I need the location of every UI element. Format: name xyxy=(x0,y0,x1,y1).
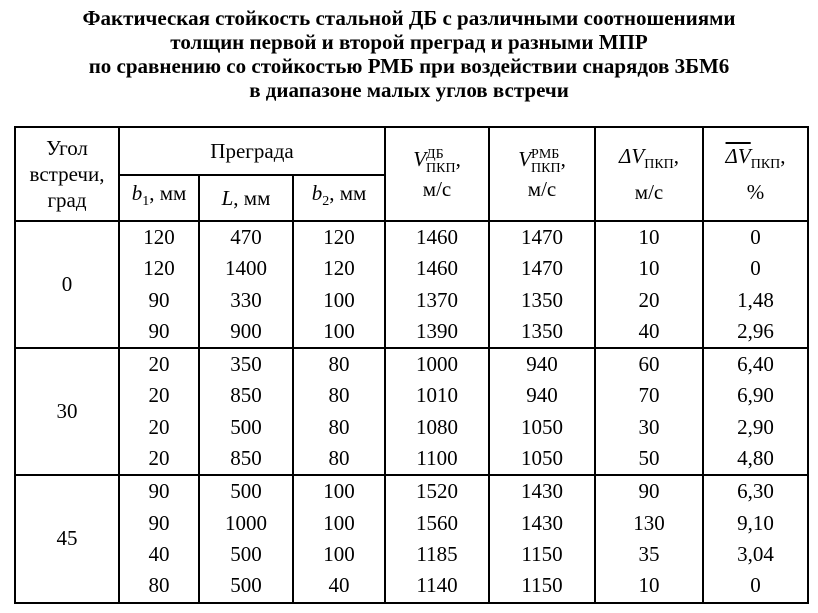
title-line-4: в диапазоне малых углов встречи xyxy=(249,78,569,102)
cell-delta-v: 70 xyxy=(638,383,660,408)
cell-delta-v-percent: 1,48 xyxy=(737,287,774,312)
cell-v-db: 1560 xyxy=(416,510,459,535)
cell-delta-v-percent: 2,90 xyxy=(737,414,774,439)
column-v-db xyxy=(385,221,489,348)
cell-delta-v-percent: 2,96 xyxy=(737,318,774,343)
header-angle xyxy=(15,127,119,221)
column-v-rmb xyxy=(489,475,595,602)
header-v-db xyxy=(385,127,489,221)
header-b1-unit: , мм xyxy=(149,181,187,206)
group-angle: 30 xyxy=(15,348,119,475)
cell-v-db: 1370 xyxy=(416,287,459,312)
table-group-0 xyxy=(15,221,808,348)
header-b1-symbol: b xyxy=(131,181,143,206)
cell-delta-v: 60 xyxy=(638,352,660,377)
cell-delta-v-percent: 0 xyxy=(750,256,761,281)
header-b1 xyxy=(119,175,199,221)
column-b1 xyxy=(119,348,199,475)
cell-v-rmb: 1350 xyxy=(521,287,564,312)
cell-L: 1400 xyxy=(225,256,267,281)
cell-v-rmb: 1050 xyxy=(521,414,564,439)
cell-L: 900 xyxy=(230,318,262,343)
cell-b2: 80 xyxy=(328,414,350,439)
header-delta-v-percent-comma: , xyxy=(780,144,786,169)
column-L xyxy=(199,475,293,602)
cell-L: 500 xyxy=(230,479,262,504)
cell-v-rmb: 1150 xyxy=(521,541,563,566)
header-v-rmb-sub: ПКП xyxy=(531,160,561,176)
header-L-symbol: L xyxy=(221,186,234,210)
cell-b1: 40 xyxy=(148,541,170,566)
cell-b1: 20 xyxy=(148,446,170,471)
cell-delta-v: 20 xyxy=(638,287,660,312)
cell-L: 470 xyxy=(230,225,262,249)
cell-b1: 120 xyxy=(143,225,175,249)
table-title xyxy=(0,6,818,102)
header-v-rmb-symbol: V xyxy=(518,147,532,172)
header-v-rmb-sup: РМБ xyxy=(531,146,560,162)
cell-v-rmb: 940 xyxy=(526,352,558,377)
title-line-1: Фактическая стойкость стальной ДБ с различными соотношениями xyxy=(82,6,736,30)
header-delta-v-sub: ПКП xyxy=(644,157,674,173)
cell-v-rmb: 1430 xyxy=(521,510,564,535)
header-v-db-sub: ПКП xyxy=(426,160,456,176)
header-v-db-unit: м/с xyxy=(422,176,452,201)
cell-L: 500 xyxy=(230,541,262,566)
cell-delta-v: 10 xyxy=(638,256,660,281)
header-v-rmb-comma: , xyxy=(560,147,566,172)
cell-b2: 120 xyxy=(323,256,355,281)
cell-delta-v-percent: 6,90 xyxy=(737,383,774,408)
title-line-2: толщин первой и второй преград и разными МПР xyxy=(170,30,648,54)
cell-delta-v-percent: 6,40 xyxy=(737,352,774,377)
cell-delta-v: 130 xyxy=(633,510,665,535)
cell-b1: 20 xyxy=(148,383,170,408)
column-L xyxy=(199,221,293,348)
cell-v-db: 1000 xyxy=(416,352,459,377)
group-angle: 45 xyxy=(15,475,119,602)
cell-v-rmb: 1470 xyxy=(521,256,564,281)
cell-b1: 90 xyxy=(148,479,170,504)
cell-delta-v-percent: 3,04 xyxy=(737,541,774,566)
cell-b1: 90 xyxy=(148,318,170,343)
cell-delta-v-percent: 0 xyxy=(750,573,761,598)
cell-delta-v: 10 xyxy=(638,573,660,598)
cell-L: 500 xyxy=(230,414,262,439)
header-L xyxy=(199,175,293,221)
header-delta-v-percent-sub: ПКП xyxy=(750,157,781,173)
cell-v-db: 1460 xyxy=(416,256,459,281)
header-delta-v-comma: , xyxy=(673,144,680,169)
cell-b1: 90 xyxy=(148,287,170,312)
cell-b1: 90 xyxy=(148,510,170,535)
column-b1 xyxy=(119,475,199,602)
column-delta-v xyxy=(595,221,703,348)
cell-b1: 20 xyxy=(148,352,170,377)
header-delta-v-symbol: ΔV xyxy=(619,144,645,169)
cell-L: 500 xyxy=(230,573,262,598)
cell-v-db: 1185 xyxy=(416,541,458,566)
cell-b2: 80 xyxy=(328,446,350,471)
header-L-unit: , мм xyxy=(233,186,271,210)
header-v-db-sup: ДБ xyxy=(426,146,444,162)
table-group-45 xyxy=(15,475,808,602)
header-angle-line-2: встречи, xyxy=(29,162,105,186)
cell-v-db: 1460 xyxy=(416,225,459,249)
column-v-db xyxy=(385,348,489,475)
column-L xyxy=(199,348,293,475)
cell-b1: 20 xyxy=(148,414,170,439)
data-table xyxy=(14,126,809,604)
header-delta-v-percent-unit: % xyxy=(746,179,765,204)
cell-v-db: 1010 xyxy=(416,383,459,408)
cell-b1: 120 xyxy=(143,256,175,281)
column-b1 xyxy=(119,221,199,348)
cell-v-db: 1080 xyxy=(416,414,459,439)
cell-b2: 100 xyxy=(323,318,355,343)
cell-delta-v-percent: 6,30 xyxy=(737,479,774,504)
column-b2 xyxy=(293,221,385,348)
column-v-db xyxy=(385,475,489,602)
cell-b2: 100 xyxy=(323,541,355,566)
cell-delta-v-percent: 0 xyxy=(750,225,761,249)
column-b2 xyxy=(293,348,385,475)
cell-b2: 80 xyxy=(328,352,350,377)
cell-L: 330 xyxy=(230,287,262,312)
cell-v-db: 1100 xyxy=(416,446,458,471)
cell-v-db: 1520 xyxy=(416,479,459,504)
cell-b1: 80 xyxy=(148,573,170,598)
cell-delta-v: 30 xyxy=(638,414,660,439)
cell-L: 850 xyxy=(230,383,262,408)
cell-v-rmb: 1150 xyxy=(521,573,563,598)
header-v-db-symbol: V xyxy=(413,147,427,172)
column-delta-v xyxy=(595,348,703,475)
title-line-3: по сравнению со стойкостью РМБ при воздействии снарядов 3БМ6 xyxy=(88,54,730,78)
header-angle-line-3: град xyxy=(47,188,87,212)
header-v-rmb-unit: м/с xyxy=(527,176,557,201)
cell-delta-v: 40 xyxy=(638,318,660,343)
header-b2-sub: 2 xyxy=(322,194,330,210)
cell-delta-v: 35 xyxy=(638,541,660,566)
cell-v-rmb: 1350 xyxy=(521,318,564,343)
column-b2 xyxy=(293,475,385,602)
cell-b2: 80 xyxy=(328,383,350,408)
cell-b2: 100 xyxy=(323,287,355,312)
cell-v-rmb: 1430 xyxy=(521,479,564,504)
header-b2 xyxy=(293,175,385,221)
header-b2-unit: , мм xyxy=(329,181,367,206)
header-b1-sub: 1 xyxy=(142,194,150,210)
cell-delta-v: 10 xyxy=(638,225,660,249)
table-group-30 xyxy=(15,348,808,475)
column-delta-v xyxy=(595,475,703,602)
header-v-db-comma: , xyxy=(455,147,461,172)
cell-b2: 120 xyxy=(323,225,355,249)
group-angle: 0 xyxy=(15,221,119,348)
column-delta-v-percent xyxy=(703,348,808,475)
header-delta-v-percent xyxy=(703,127,808,221)
cell-v-rmb: 1470 xyxy=(521,225,564,249)
cell-v-db: 1140 xyxy=(416,573,458,598)
header-barrier: Преграда xyxy=(119,127,385,175)
header-angle-line-1: Угол xyxy=(46,136,88,160)
cell-b2: 100 xyxy=(323,510,355,535)
header-delta-v xyxy=(595,127,703,221)
header-delta-v-unit: м/с xyxy=(634,179,664,204)
header-delta-v-percent-symbol: $\overline{\Delta V}$ xyxy=(725,144,751,169)
column-delta-v-percent xyxy=(703,475,808,602)
cell-L: 1000 xyxy=(225,510,267,535)
cell-v-db: 1390 xyxy=(416,318,459,343)
header-b2-symbol: b xyxy=(311,181,323,206)
cell-delta-v: 90 xyxy=(638,479,660,504)
cell-L: 350 xyxy=(230,352,262,377)
cell-delta-v-percent: 4,80 xyxy=(737,446,774,471)
cell-b2: 100 xyxy=(323,479,355,504)
column-v-rmb xyxy=(489,348,595,475)
cell-delta-v-percent: 9,10 xyxy=(737,510,774,535)
cell-v-rmb: 1050 xyxy=(521,446,564,471)
column-v-rmb xyxy=(489,221,595,348)
cell-L: 850 xyxy=(230,446,262,471)
cell-v-rmb: 940 xyxy=(526,383,558,408)
cell-delta-v: 50 xyxy=(638,446,660,471)
column-delta-v-percent xyxy=(703,221,808,348)
cell-b2: 40 xyxy=(328,573,350,598)
header-v-rmb xyxy=(489,127,595,221)
